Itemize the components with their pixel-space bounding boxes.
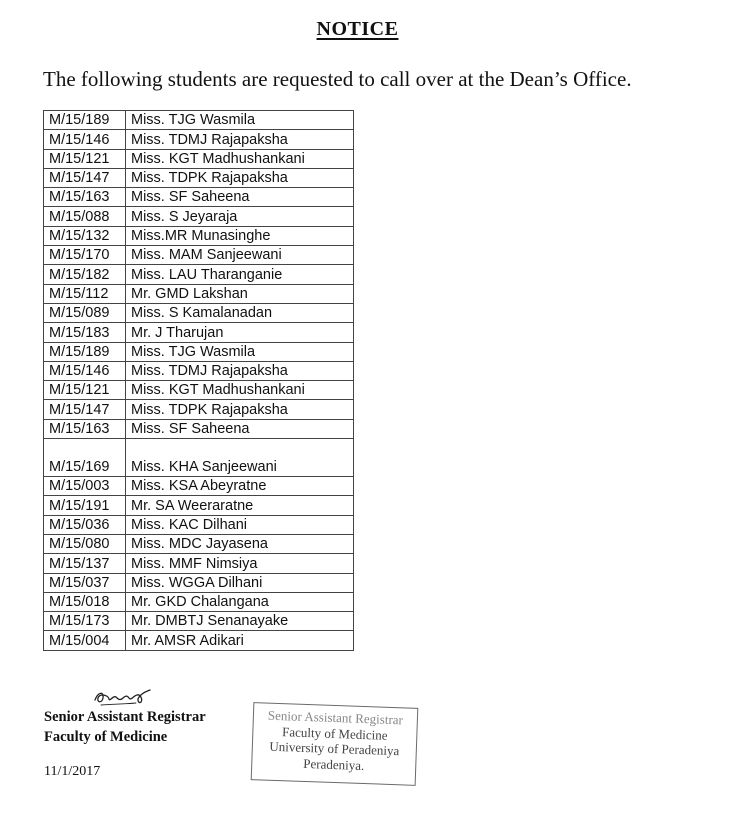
student-name: Mr. GMD Lakshan bbox=[126, 284, 354, 303]
student-number: M/15/182 bbox=[44, 265, 126, 284]
student-row bbox=[44, 265, 354, 284]
student-row bbox=[44, 361, 354, 380]
student-number: M/15/080 bbox=[44, 534, 126, 553]
student-name: Miss. KGT Madhushankani bbox=[126, 381, 354, 400]
student-name: Mr. GKD Chalangana bbox=[126, 592, 354, 611]
student-number: M/15/112 bbox=[44, 284, 126, 303]
student-name: Miss. KAC Dilhani bbox=[126, 515, 354, 534]
student-number: M/15/146 bbox=[44, 130, 126, 149]
student-name: Miss. TJG Wasmila bbox=[126, 111, 354, 130]
student-row bbox=[44, 130, 354, 149]
signatory-block bbox=[44, 707, 206, 747]
student-row bbox=[44, 496, 354, 515]
student-row bbox=[44, 419, 354, 438]
student-name: Miss. MDC Jayasena bbox=[126, 534, 354, 553]
student-number: M/15/037 bbox=[44, 573, 126, 592]
notice-title: NOTICE bbox=[316, 18, 399, 40]
student-name: Miss. KGT Madhushankani bbox=[126, 149, 354, 168]
student-name: Miss. TDPK Rajapaksha bbox=[126, 400, 354, 419]
student-name: Miss. TDMJ Rajapaksha bbox=[126, 130, 354, 149]
student-name: Miss. MAM Sanjeewani bbox=[126, 246, 354, 265]
student-name: Miss. LAU Tharanganie bbox=[126, 265, 354, 284]
student-number: M/15/163 bbox=[44, 419, 126, 438]
student-number: M/15/169 bbox=[44, 439, 126, 477]
student-row bbox=[44, 400, 354, 419]
student-name: Miss. MMF Nimsiya bbox=[126, 554, 354, 573]
student-row bbox=[44, 573, 354, 592]
student-number: M/15/003 bbox=[44, 477, 126, 496]
student-row bbox=[44, 111, 354, 130]
stamp-line-2: Faculty of Medicine bbox=[281, 723, 388, 743]
student-row bbox=[44, 554, 354, 573]
student-number: M/15/121 bbox=[44, 149, 126, 168]
student-number: M/15/163 bbox=[44, 188, 126, 207]
student-rows bbox=[44, 111, 354, 651]
student-table bbox=[43, 110, 354, 651]
student-row bbox=[44, 342, 354, 361]
student-name: Miss. S Jeyaraja bbox=[126, 207, 354, 226]
student-number: M/15/170 bbox=[44, 246, 126, 265]
student-name: Miss. KSA Abeyratne bbox=[126, 477, 354, 496]
student-name: Mr. SA Weeraratne bbox=[126, 496, 354, 515]
student-name: Miss. SF Saheena bbox=[126, 188, 354, 207]
student-number: M/15/121 bbox=[44, 381, 126, 400]
student-number: M/15/089 bbox=[44, 303, 126, 322]
student-name: Miss. S Kamalanadan bbox=[126, 303, 354, 322]
student-number: M/15/137 bbox=[44, 554, 126, 573]
student-row bbox=[44, 246, 354, 265]
student-number: M/15/147 bbox=[44, 168, 126, 187]
student-row bbox=[44, 188, 354, 207]
student-number: M/15/183 bbox=[44, 323, 126, 342]
stamp-line-3: University of Peradeniya bbox=[269, 738, 400, 759]
student-row bbox=[44, 477, 354, 496]
student-row bbox=[44, 284, 354, 303]
student-row bbox=[44, 303, 354, 322]
student-row bbox=[44, 323, 354, 342]
handwritten-signature bbox=[92, 686, 158, 708]
student-row bbox=[44, 439, 354, 477]
student-number: M/15/088 bbox=[44, 207, 126, 226]
student-name: Miss.MR Munasinghe bbox=[126, 226, 354, 245]
student-name: Miss. WGGA Dilhani bbox=[126, 573, 354, 592]
student-number: M/15/189 bbox=[44, 111, 126, 130]
student-number: M/15/191 bbox=[44, 496, 126, 515]
student-number: M/15/036 bbox=[44, 515, 126, 534]
official-stamp bbox=[251, 702, 419, 786]
student-row bbox=[44, 515, 354, 534]
student-name: Miss. TDMJ Rajapaksha bbox=[126, 361, 354, 380]
student-number: M/15/146 bbox=[44, 361, 126, 380]
student-row bbox=[44, 631, 354, 650]
student-name: Miss. TDPK Rajapaksha bbox=[126, 168, 354, 187]
signatory-title: Senior Assistant Registrar bbox=[44, 709, 206, 725]
stamp-line-4: Peradeniya. bbox=[303, 755, 365, 773]
student-row bbox=[44, 226, 354, 245]
student-number: M/15/173 bbox=[44, 612, 126, 631]
student-row bbox=[44, 612, 354, 631]
signatory-faculty: Faculty of Medicine bbox=[44, 729, 168, 745]
student-name: Mr. DMBTJ Senanayake bbox=[126, 612, 354, 631]
student-row bbox=[44, 207, 354, 226]
student-row bbox=[44, 149, 354, 168]
student-name: Miss. KHA Sanjeewani bbox=[126, 439, 354, 477]
student-name: Miss. SF Saheena bbox=[126, 419, 354, 438]
student-row bbox=[44, 592, 354, 611]
student-number: M/15/132 bbox=[44, 226, 126, 245]
stamp-line-1: Senior Assistant Registrar bbox=[267, 707, 404, 728]
student-number: M/15/189 bbox=[44, 342, 126, 361]
student-row bbox=[44, 534, 354, 553]
student-name: Miss. TJG Wasmila bbox=[126, 342, 354, 361]
student-number: M/15/018 bbox=[44, 592, 126, 611]
notice-intro: The following students are requested to call over at the Dean’s Office. bbox=[43, 67, 632, 91]
student-number: M/15/147 bbox=[44, 400, 126, 419]
student-name: Mr. AMSR Adikari bbox=[126, 631, 354, 650]
notice-date: 11/1/2017 bbox=[44, 764, 101, 779]
student-name: Mr. J Tharujan bbox=[126, 323, 354, 342]
student-row bbox=[44, 381, 354, 400]
student-number: M/15/004 bbox=[44, 631, 126, 650]
student-row bbox=[44, 168, 354, 187]
